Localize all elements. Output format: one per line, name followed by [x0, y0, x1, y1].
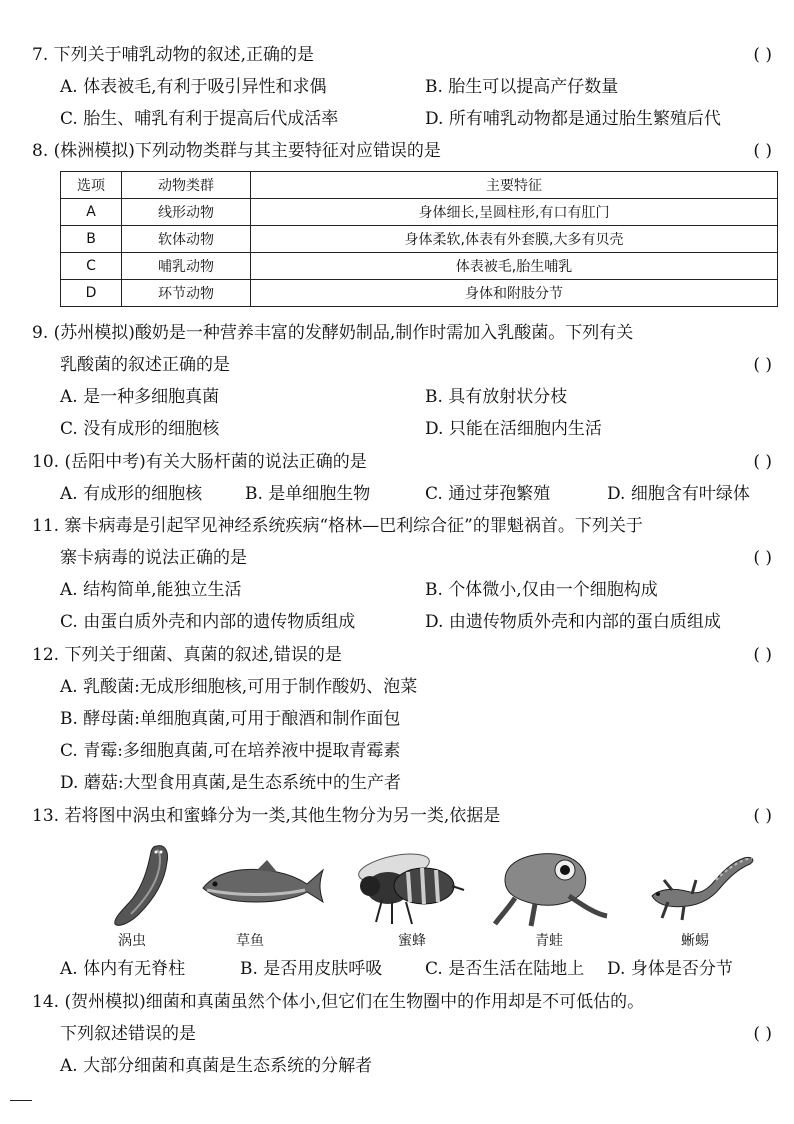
caption-grass-carp: 草鱼 — [236, 933, 264, 949]
q7-option-c[interactable]: C. 胎生、哺乳有利于提高后代成活率 — [60, 109, 339, 129]
table-cell: 身体和附肢分节 — [251, 280, 778, 307]
grass-carp-image — [197, 840, 327, 930]
q9-stem-line2: 乳酸菌的叙述正确的是 — [60, 355, 230, 375]
q11-option-c[interactable]: C. 由蛋白质外壳和内部的遗传物质组成 — [60, 612, 356, 632]
caption-honeybee: 蜜蜂 — [398, 933, 426, 949]
q11-stem-line1: 11. 寨卡病毒是引起罕见神经系统疾病“格林—巴利综合征”的罪魁祸首。下列关于 — [32, 516, 643, 536]
q9-option-d[interactable]: D. 只能在活细胞内生活 — [425, 419, 602, 439]
q12-answer-paren[interactable]: ( ) — [753, 645, 772, 665]
frog-image — [485, 840, 615, 930]
q11-stem-line2: 寨卡病毒的说法正确的是 — [60, 548, 247, 568]
q8-stem: 8. (株洲模拟)下列动物类群与其主要特征对应错误的是 — [32, 141, 441, 161]
q14-stem-line2: 下列叙述错误的是 — [60, 1024, 196, 1044]
q9-option-b[interactable]: B. 具有放射状分枝 — [425, 387, 568, 407]
q9-answer-paren[interactable]: ( ) — [753, 355, 772, 375]
table-cell: 身体柔软,体表有外套膜,大多有贝壳 — [251, 226, 778, 253]
q14-option-a[interactable]: A. 大部分细菌和真菌是生态系统的分解者 — [60, 1056, 373, 1076]
q12-option-d[interactable]: D. 蘑菇:大型食用真菌,是生态系统中的生产者 — [60, 773, 401, 793]
table-cell: C — [61, 253, 122, 280]
table-row — [61, 226, 778, 253]
caption-planarian: 涡虫 — [118, 933, 146, 949]
q7-option-d[interactable]: D. 所有哺乳动物都是通过胎生繁殖后代 — [425, 109, 721, 129]
q8-table — [60, 171, 778, 307]
q11-option-d[interactable]: D. 由遗传物质外壳和内部的蛋白质组成 — [425, 612, 721, 632]
q11-option-b[interactable]: B. 个体微小,仅由一个细胞构成 — [425, 580, 658, 600]
table-row — [61, 199, 778, 226]
q7-option-b[interactable]: B. 胎生可以提高产仔数量 — [425, 77, 619, 97]
table-cell: D — [61, 280, 122, 307]
q10-stem: 10. (岳阳中考)有关大肠杆菌的说法正确的是 — [32, 452, 367, 472]
q9-stem-line1: 9. (苏州模拟)酸奶是一种营养丰富的发酵奶制品,制作时需加入乳酸菌。下列有关 — [32, 323, 634, 343]
table-cell: 环节动物 — [122, 280, 251, 307]
q10-option-a[interactable]: A. 有成形的细胞核 — [60, 484, 203, 504]
table-header: 选项 — [61, 172, 122, 199]
q13-option-a[interactable]: A. 体内有无脊柱 — [60, 959, 186, 979]
table-cell: 软体动物 — [122, 226, 251, 253]
table-cell: 身体细长,呈圆柱形,有口有肛门 — [251, 199, 778, 226]
q7-stem: 7. 下列关于哺乳动物的叙述,正确的是 — [32, 45, 315, 65]
caption-lizard: 蜥蜴 — [681, 933, 709, 949]
caption-frog: 青蛙 — [535, 933, 563, 949]
q9-option-c[interactable]: C. 没有成形的细胞核 — [60, 419, 220, 439]
table-cell: 线形动物 — [122, 199, 251, 226]
q8-answer-paren[interactable]: ( ) — [753, 141, 772, 161]
q12-option-a[interactable]: A. 乳酸菌:无成形细胞核,可用于制作酸奶、泡菜 — [60, 677, 418, 697]
table-header-row — [61, 172, 778, 199]
lizard-image — [632, 840, 762, 930]
q12-option-c[interactable]: C. 青霉:多细胞真菌,可在培养液中提取青霉素 — [60, 741, 401, 761]
q14-answer-paren[interactable]: ( ) — [753, 1024, 772, 1044]
table-header: 动物类群 — [122, 172, 251, 199]
q13-stem: 13. 若将图中涡虫和蜜蜂分为一类,其他生物分为另一类,依据是 — [32, 806, 501, 826]
q10-option-d[interactable]: D. 细胞含有叶绿体 — [607, 484, 750, 504]
q13-option-b[interactable]: B. 是否用皮肤呼吸 — [240, 959, 383, 979]
q13-answer-paren[interactable]: ( ) — [753, 806, 772, 826]
table-cell: B — [61, 226, 122, 253]
q7-option-a[interactable]: A. 体表被毛,有利于吸引异性和求偶 — [60, 77, 327, 97]
q13-option-c[interactable]: C. 是否生活在陆地上 — [425, 959, 585, 979]
table-cell: A — [61, 199, 122, 226]
q14-stem-line1: 14. (贺州模拟)细菌和真菌虽然个体小,但它们在生物圈中的作用却是不可低估的。 — [32, 992, 645, 1012]
table-row — [61, 253, 778, 280]
q10-answer-paren[interactable]: ( ) — [753, 452, 772, 472]
q10-option-c[interactable]: C. 通过芽孢繁殖 — [425, 484, 551, 504]
q13-option-d[interactable]: D. 身体是否分节 — [607, 959, 733, 979]
q12-stem: 12. 下列关于细菌、真菌的叙述,错误的是 — [32, 645, 342, 665]
q11-option-a[interactable]: A. 结构简单,能独立生活 — [60, 580, 242, 600]
q7-answer-paren[interactable]: ( ) — [753, 45, 772, 65]
table-cell: 哺乳动物 — [122, 253, 251, 280]
q9-option-a[interactable]: A. 是一种多细胞真菌 — [60, 387, 220, 407]
q12-option-b[interactable]: B. 酵母菌:单细胞真菌,可用于酿酒和制作面包 — [60, 709, 401, 729]
honeybee-image — [352, 840, 482, 930]
table-header: 主要特征 — [251, 172, 778, 199]
q11-answer-paren[interactable]: ( ) — [753, 548, 772, 568]
table-row — [61, 280, 778, 307]
page-footer-rule — [10, 1100, 32, 1101]
table-cell: 体表被毛,胎生哺乳 — [251, 253, 778, 280]
q10-option-b[interactable]: B. 是单细胞生物 — [245, 484, 371, 504]
